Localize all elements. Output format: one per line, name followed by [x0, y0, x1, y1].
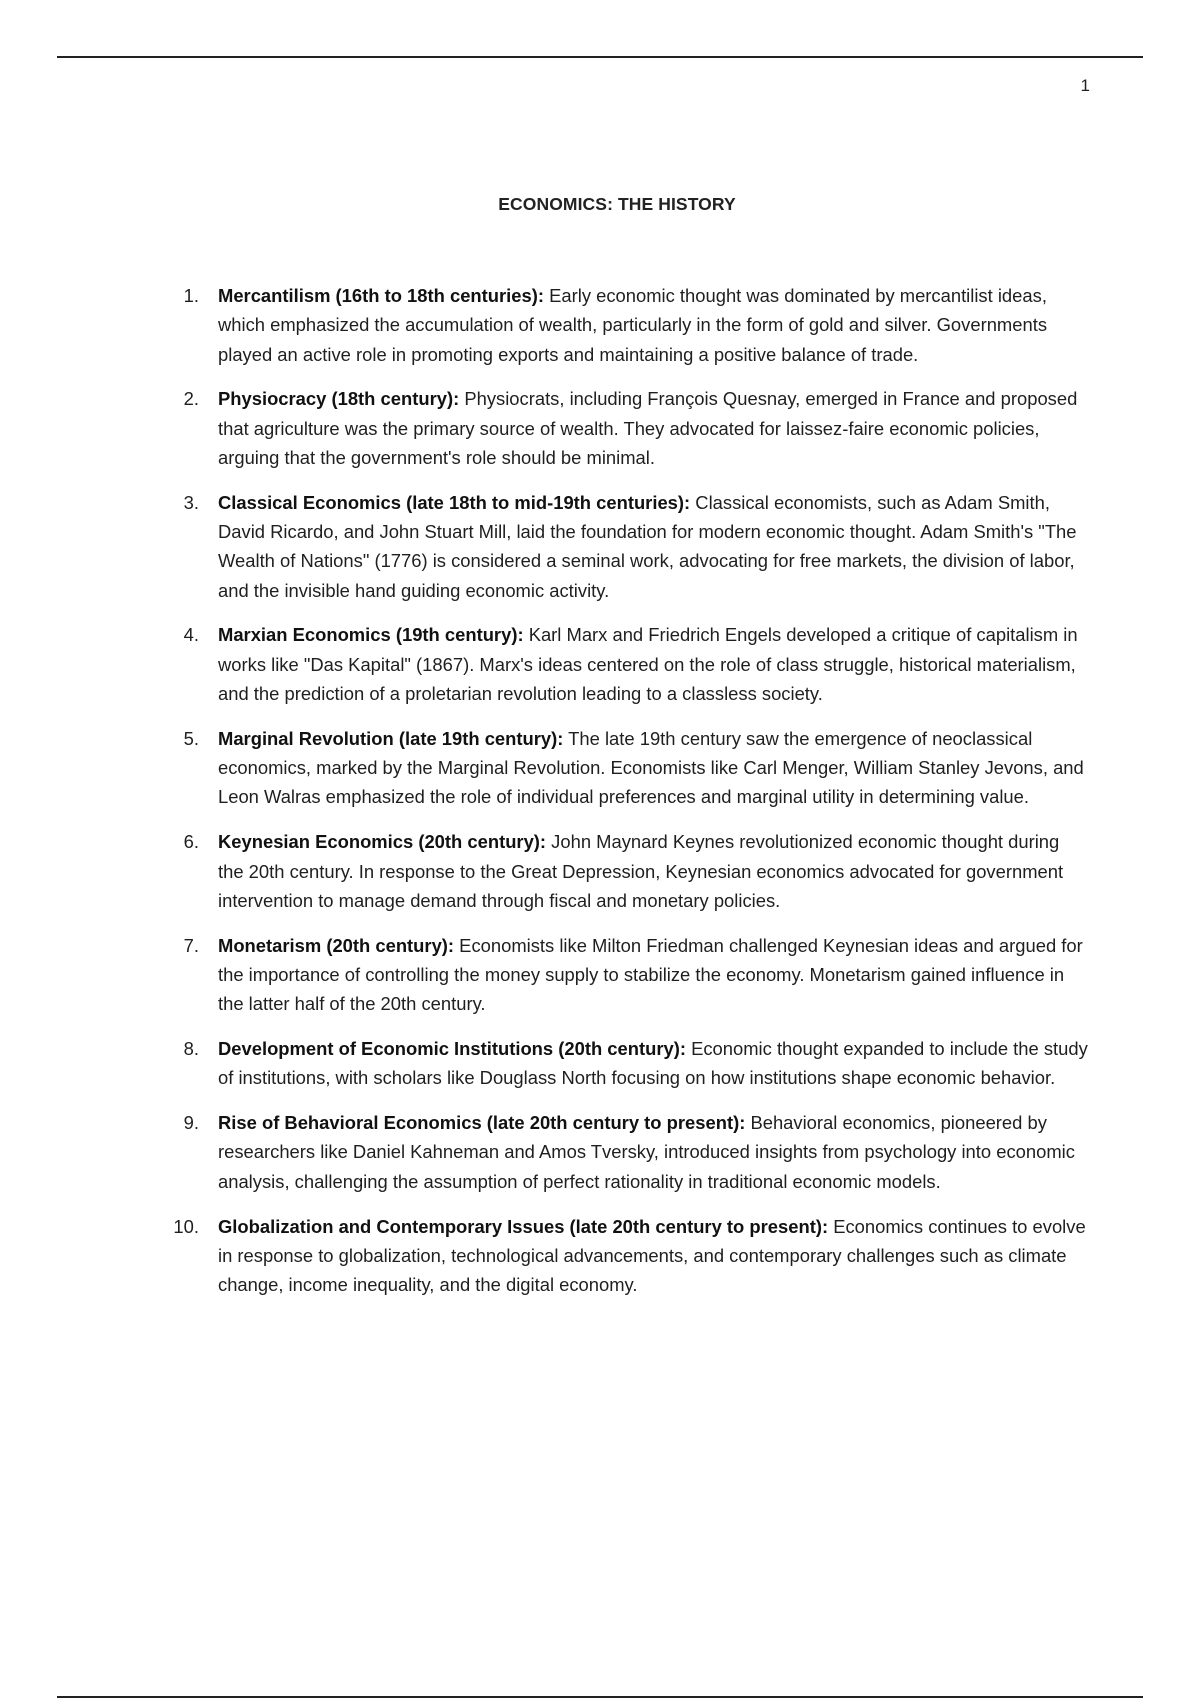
- item-text: Physiocrats, including François Quesnay, emerged in France and proposed that agriculture was the primary source of wealth. They advocated for laissez-faire economic policies, arguing that the government's role should be minimal.: [218, 388, 1078, 468]
- item-text: Economists like Milton Friedman challenged Keynesian ideas and argued for the importance of controlling the money supply to stabilize the economy. Monetarism gained influence in the latter half of the 20th century.: [218, 934, 1083, 1015]
- item-heading: Keynesian Economics (20th century):: [218, 831, 547, 853]
- history-list: [0, 281, 1088, 1315]
- item-number: 6.: [183, 831, 199, 853]
- page-number: 1: [1080, 76, 1090, 95]
- item-text: Economics continues to evolve in response to globalization, technological advancements, and contemporary challenges such as climate change, income inequality, and the digital economy.: [218, 1215, 1086, 1296]
- item-number: 4.: [183, 624, 199, 646]
- item-text: Behavioral economics, pioneered by researchers like Daniel Kahneman and Amos Tversky, introduced insights from psychology into economic analysis, challenging the assumption of perfect rationality in traditional economic models.: [218, 1112, 1075, 1192]
- item-heading: Physiocracy (18th century):: [218, 388, 460, 410]
- item-number: 7.: [183, 934, 199, 956]
- list-item: [0, 620, 1088, 708]
- item-heading: Mercantilism (16th to 18th centuries):: [218, 285, 544, 306]
- item-text: The late 19th century saw the emergence of neoclassical economics, marked by the Marginal Revolution. Economists like Carl Menger, William Stanley Jevons, and Leon Walras emphasized the role of individual preferences and marginal utility in determining value.: [218, 727, 1084, 808]
- item-text: Economic thought expanded to include the study of institutions, with scholars like Douglass North focusing on how institutions shape economic behavior.: [218, 1038, 1088, 1089]
- list-item: [0, 384, 1088, 472]
- list-item: [0, 281, 1088, 369]
- list-item: [0, 931, 1088, 1019]
- list-item: [0, 827, 1088, 915]
- item-heading: Globalization and Contemporary Issues (late 20th century to present):: [218, 1215, 829, 1237]
- footer-rule: [57, 1696, 1143, 1698]
- header-rule: [57, 56, 1143, 58]
- item-heading: Marxian Economics (19th century):: [218, 624, 524, 646]
- item-text: Classical economists, such as Adam Smith, David Ricardo, and John Stuart Mill, laid the foundation for modern economic thought. Adam Smith's "The Wealth of Nations" (1776) is considered a seminal work, advocating for free markets, the division of labor, and the invisible hand guiding economic activity.: [218, 491, 1077, 601]
- item-text: John Maynard Keynes revolutionized economic thought during the 20th century. In response to the Great Depression, Keynesian economics advocated for government intervention to manage demand through fiscal and monetary policies.: [218, 831, 1064, 911]
- item-heading: Classical Economics (late 18th to mid-19th centuries):: [218, 491, 691, 513]
- document-title: ECONOMICS: THE HISTORY: [498, 194, 736, 214]
- item-number: 1.: [183, 285, 199, 306]
- list-item: [0, 724, 1088, 812]
- item-heading: Monetarism (20th century):: [218, 934, 455, 956]
- list-item: [0, 1034, 1088, 1093]
- item-number: 10.: [173, 1215, 199, 1237]
- item-number: 2.: [183, 388, 199, 410]
- item-number: 8.: [183, 1038, 199, 1060]
- item-heading: Rise of Behavioral Economics (late 20th century to present):: [218, 1112, 746, 1134]
- list-item: [0, 488, 1088, 605]
- item-number: 9.: [183, 1112, 199, 1134]
- item-text: Early economic thought was dominated by mercantilist ideas, which emphasized the accumulation of wealth, particularly in the form of gold and silver. Governments played an active role in promoting exports and maintaining a positive balance of trade.: [218, 285, 1048, 365]
- item-text: Karl Marx and Friedrich Engels developed a critique of capitalism in works like "Das Kapital" (1867). Marx's ideas centered on the role of class struggle, historical materialism, and the prediction of a proletarian revolution leading to a classless society.: [218, 624, 1078, 705]
- item-heading: Development of Economic Institutions (20th century):: [218, 1038, 686, 1060]
- list-item: [0, 1108, 1088, 1196]
- item-number: 3.: [183, 491, 199, 513]
- item-number: 5.: [183, 727, 199, 749]
- list-item: [0, 1212, 1088, 1300]
- item-heading: Marginal Revolution (late 19th century):: [218, 727, 564, 749]
